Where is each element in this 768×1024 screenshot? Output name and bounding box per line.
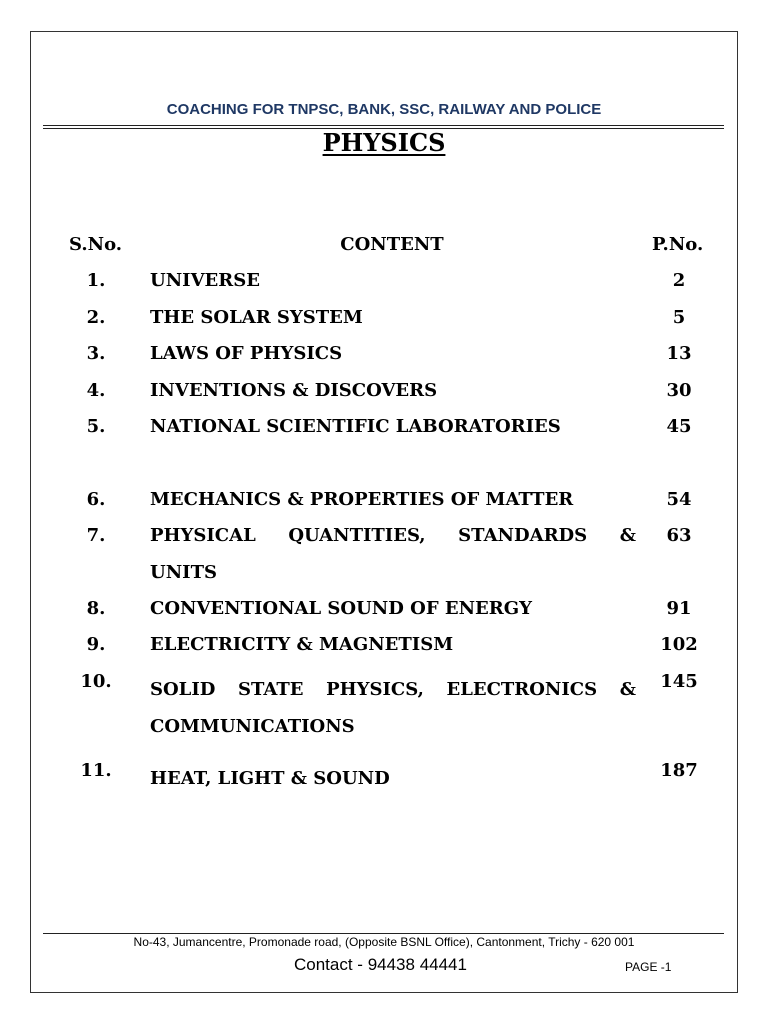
row-sno: 9. — [86, 634, 106, 655]
row-pno: 91 — [666, 598, 692, 619]
row-sno: 1. — [86, 270, 106, 291]
row-content: INVENTIONS & DISCOVERS — [150, 380, 438, 401]
row-content: LAWS OF PHYSICS — [150, 343, 343, 364]
footer-contact: Contact - 94438 44441 — [294, 955, 467, 974]
row-pno: 5 — [672, 307, 686, 328]
row-sno: 10. — [80, 671, 112, 692]
row-pno: 145 — [660, 671, 698, 692]
row-sno: 4. — [86, 380, 106, 401]
row-pno: 63 — [666, 525, 692, 546]
column-header-content: CONTENT — [340, 234, 444, 255]
row-pno: 13 — [666, 343, 692, 364]
page-title: PHYSICS — [322, 128, 446, 157]
row-content: MECHANICS & PROPERTIES OF MATTER — [150, 489, 574, 510]
footer-rule — [43, 933, 724, 934]
row-pno: 187 — [660, 760, 698, 781]
row-content: HEAT, LIGHT & SOUND — [150, 768, 390, 789]
row-content-continued: UNITS — [150, 562, 217, 583]
row-sno: 8. — [86, 598, 106, 619]
row-pno: 30 — [666, 380, 692, 401]
column-header-sno: S.No. — [69, 234, 123, 255]
row-sno: 11. — [80, 760, 112, 781]
row-pno: 54 — [666, 489, 692, 510]
header-rule-top — [43, 125, 724, 126]
row-content-continued: COMMUNICATIONS — [150, 716, 355, 737]
row-content: THE SOLAR SYSTEM — [150, 307, 363, 328]
institute-header: COACHING FOR TNPSC, BANK, SSC, RAILWAY AND POLICE — [166, 101, 602, 118]
row-pno: 102 — [660, 634, 698, 655]
row-sno: 6. — [86, 489, 106, 510]
row-content: PHYSICAL QUANTITIES, STANDARDS & — [150, 525, 636, 546]
footer-address: No-43, Jumancentre, Promonade road, (Opposite BSNL Office), Cantonment, Trichy - 620 001 — [133, 935, 635, 949]
row-sno: 2. — [86, 307, 106, 328]
row-pno: 45 — [666, 416, 692, 437]
row-sno: 3. — [86, 343, 106, 364]
row-content: UNIVERSE — [150, 270, 260, 291]
row-content: SOLID STATE PHYSICS, ELECTRONICS & — [150, 679, 636, 700]
row-sno: 5. — [86, 416, 106, 437]
row-sno: 7. — [86, 525, 106, 546]
row-content: CONVENTIONAL SOUND OF ENERGY — [150, 598, 532, 619]
row-content: ELECTRICITY & MAGNETISM — [150, 634, 454, 655]
row-pno: 2 — [672, 270, 686, 291]
column-header-pno: P.No. — [652, 234, 704, 255]
row-content: NATIONAL SCIENTIFIC LABORATORIES — [150, 416, 561, 437]
page-number: PAGE -1 — [625, 960, 672, 974]
